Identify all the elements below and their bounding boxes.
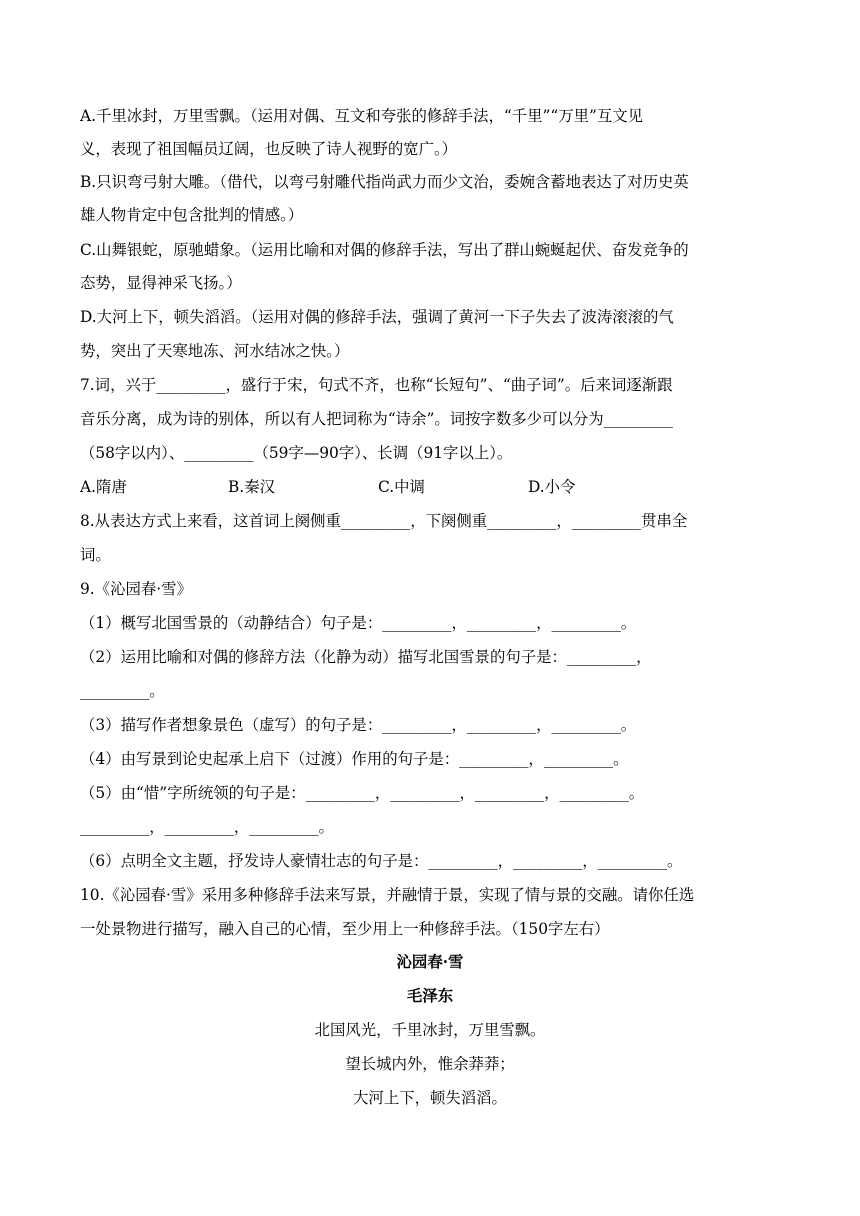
question-9-part-2-cont: _________。 — [80, 682, 165, 700]
option-a-line-1: A.千里冰封，万里雪飘。（运用对偶、互文和夸张的修辞手法，“千里”“万里”互文见 — [80, 107, 644, 125]
poem-title: 沁园春·雪 — [396, 953, 464, 971]
question-7-line-2: 音乐分离，成为诗的别体，所以有人把词称为“诗余”。词按字数多少可以分为_________ — [80, 410, 673, 428]
option-b: B.秦汉 — [228, 478, 275, 496]
question-10-line-2: 一处景物进行描写，融入自己的心情，至少用上一种修辞手法。（150字左右） — [80, 920, 610, 938]
question-8-line-1: 8.从表达方式上来看，这首词上阕侧重_________，下阕侧重_________，_________贯串全 — [80, 512, 688, 530]
question-9-part-5-cont: _________，_________，_________。 — [80, 818, 334, 836]
option-c-line-2: 态势，显得神采飞扬。） — [80, 274, 242, 292]
question-10-line-1: 10.《沁园春·雪》采用多种修辞手法来写景，并融情于景，实现了情与景的交融。请你任选 — [80, 886, 695, 904]
question-9-part-1: （1）概写北国雪景的（动静结合）句子是：_________，_________，_________。 — [80, 614, 637, 632]
option-a-line-2: 义，表现了祖国幅员辽阔，也反映了诗人视野的宽广。） — [80, 140, 458, 158]
option-c: C.中调 — [378, 478, 425, 496]
option-d: D.小令 — [528, 478, 576, 496]
poem-line-1: 北国风光，千里冰封，万里雪飘。 — [314, 1021, 546, 1039]
question-8-line-2: 词。 — [80, 546, 111, 564]
poem-author: 毛泽东 — [406, 987, 454, 1005]
option-c-line-1: C.山舞银蛇，原驰蜡象。（运用比喻和对偶的修辞手法，写出了群山蜿蜒起伏、奋发竞争的 — [80, 241, 689, 259]
question-7-line-1: 7.词，兴于_________，盛行于宋，句式不齐，也称“长短句”、“曲子词”。后来词逐渐跟 — [80, 376, 673, 394]
option-b-line-2: 雄人物肯定中包含批判的情感。） — [80, 206, 304, 224]
question-9-part-2: （2）运用比喻和对偶的修辞方法（化静为动）描写北国雪景的句子是：_________， — [80, 648, 652, 666]
option-a: A.隋唐 — [80, 478, 127, 496]
question-9-part-4: （4）由写景到论史起承上启下（过渡）作用的句子是：_________，_________。 — [80, 750, 629, 768]
question-9-part-3: （3）描写作者想象景色（虚写）的句子是：_________，_________，_________。 — [80, 716, 637, 734]
question-7-line-3: （58字以内）、_________（59字—90字）、长调（91字以上）。 — [80, 444, 513, 462]
option-d-line-2: 势，突出了天寒地冻、河水结冰之快。） — [80, 342, 350, 360]
poem-line-2: 望长城内外，惟余莽莽； — [345, 1055, 515, 1073]
question-9-part-6: （6）点明全文主题，抒发诗人豪情壮志的句子是：_________，_________，_________。 — [80, 852, 683, 870]
option-b-line-1: B.只识弯弓射大雕。（借代，以弯弓射雕代指尚武力而少文治，委婉含蓄地表达了对历史英 — [80, 173, 689, 191]
poem-line-3: 大河上下，顿失滔滔。 — [353, 1089, 507, 1107]
question-7-options — [80, 477, 784, 497]
question-9-title: 9.《沁园春·雪》 — [80, 580, 192, 598]
option-d-line-1: D.大河上下，顿失滔滔。（运用对偶的修辞手法，强调了黄河一下子失去了波涛滚滚的气 — [80, 308, 674, 326]
question-9-part-5: （5）由“惜”字所统领的句子是：_________，_________，_________，_________。 — [80, 784, 645, 802]
